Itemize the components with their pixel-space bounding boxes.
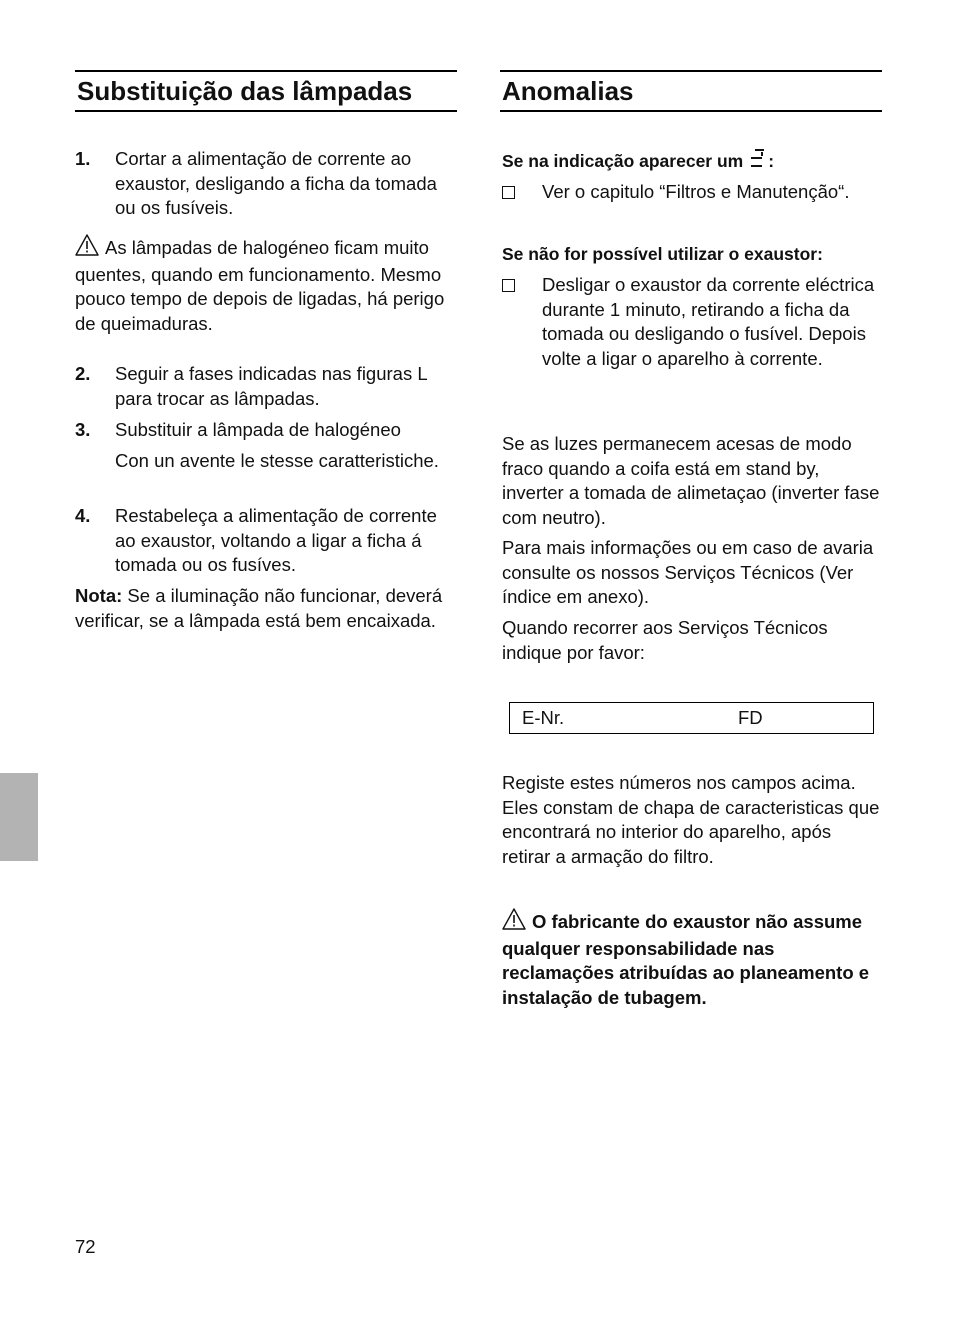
warning-triangle-icon xyxy=(75,234,99,263)
step-text: Seguir a fases indicadas nas figuras L para trocar as lâmpadas. xyxy=(115,363,427,409)
checkbox-bullet-icon xyxy=(502,186,515,199)
step-number: 3. xyxy=(75,419,91,440)
enr-label: E-Nr. xyxy=(522,707,565,728)
enr-fd-field xyxy=(509,702,874,734)
question-not-working: Se não for possível utilizar o exaustor: xyxy=(502,244,823,264)
warning-text: O fabricante do exaustor não assume qualquer responsabilidade nas reclamações atribuídas ao planeamento e instalação de tubagem. xyxy=(502,911,870,1008)
page-number: 72 xyxy=(75,1236,96,1257)
paragraph-service-request: Quando recorrer aos Serviços Técnicos indique por favor: xyxy=(502,617,828,663)
step-number: 1. xyxy=(75,148,91,169)
answer-display xyxy=(502,180,884,206)
heading-anomalies xyxy=(500,70,882,112)
paragraph-register-numbers: Registe estes números nos campos acima. Eles constam de chapa de caracteristicas que encontrará no interior do aparelho, após retirar a armação do filtro. xyxy=(502,772,880,867)
note xyxy=(75,584,457,633)
answer-not-working xyxy=(502,273,884,371)
question-display xyxy=(502,148,884,177)
note-text: Se a iluminação não funcionar, deverá verificar, se a lâmpada está bem encaixada. xyxy=(75,585,443,631)
paragraph-service-info: Para mais informações ou em caso de avaria consulte os nossos Serviços Técnicos (Ver índice em anexo). xyxy=(502,537,874,607)
step-2 xyxy=(75,362,457,411)
step-text: Cortar a alimentação de corrente ao exaustor, desligando a ficha da tomada ou os fusíveis. xyxy=(115,148,437,218)
question-label: Se na indicação aparecer um xyxy=(502,151,744,171)
step-number: 2. xyxy=(75,363,91,384)
fd-label: FD xyxy=(738,707,763,728)
warning-halogen xyxy=(75,234,457,336)
heading-text: Substituição das lâmpadas xyxy=(77,76,413,106)
step-text: Restabeleça a alimentação de corrente ao exaustor, voltando a ligar a ficha á tomada ou os fusíves. xyxy=(115,505,437,575)
step-text: Substituir a lâmpada de halogéneo xyxy=(115,419,401,440)
step-1 xyxy=(75,147,457,221)
step-3-subtext: Con un avente le stesse caratteristiche. xyxy=(115,450,439,471)
heading-text: Anomalias xyxy=(502,76,634,106)
step-number: 4. xyxy=(75,505,91,526)
step-3 xyxy=(75,418,457,443)
question-colon: : xyxy=(768,151,775,171)
heading-lamp-replacement xyxy=(75,70,457,112)
step-4 xyxy=(75,504,457,578)
note-label: Nota: xyxy=(75,585,123,606)
warning-triangle-icon xyxy=(502,908,526,937)
warning-text: As lâmpadas de halogéneo ficam muito quentes, quando em funcionamento. Mesmo pouco tempo de depois de ligadas, há perigo de queimaduras. xyxy=(75,237,445,334)
answer-text: Ver o capitulo “Filtros e Manutenção“. xyxy=(542,181,850,202)
filter-indicator-icon xyxy=(749,148,765,177)
paragraph-standby: Se as luzes permanecem acesas de modo fraco quando a coifa está em stand by, inverter a tomada de alimetaçao (inverter fase com neutro). xyxy=(502,433,880,528)
warning-manufacturer xyxy=(502,908,882,1010)
section-side-tab xyxy=(0,773,38,861)
checkbox-bullet-icon xyxy=(502,279,515,292)
answer-text: Desligar o exaustor da corrente eléctrica durante 1 minuto, retirando a ficha da tomada ou desligando o fusível. Depois volte a ligar o aparelho à corrente. xyxy=(542,274,875,369)
